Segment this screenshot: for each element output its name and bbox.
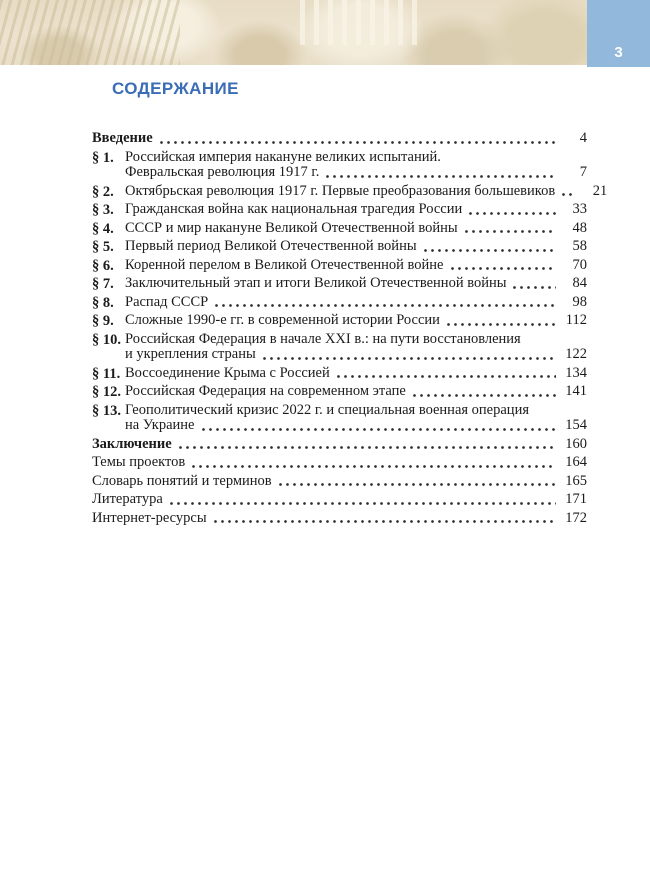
toc-entry-lines [125, 258, 587, 274]
toc-entry-label: § 9. [92, 313, 114, 329]
toc-entry-page: 171 [565, 491, 587, 507]
toc-entry-page: 134 [565, 364, 587, 381]
toc-entry [92, 131, 587, 147]
toc-entry-label: § 7. [92, 276, 114, 292]
toc-entry-page: 48 [572, 219, 587, 236]
toc-entry-title: Первый период Великой Отечественной войны [125, 238, 417, 254]
toc-entry-line [125, 165, 587, 181]
toc-entry-label: § 12. [92, 384, 121, 400]
toc-entry-label: § 10. [92, 331, 121, 348]
toc-entry [92, 474, 587, 490]
dot-leader [170, 502, 556, 505]
toc-entry-label: § 8. [92, 294, 114, 311]
toc-entry-page: 112 [565, 312, 587, 328]
toc-entry-lines [125, 182, 608, 200]
toc-entry-lines [125, 202, 587, 218]
toc-entry [92, 511, 587, 527]
toc-entry-label: § 3. [92, 202, 114, 218]
toc-entry-title: СССР и мир накануне Великой Отечественной войны [125, 219, 458, 236]
toc-entry-title: Словарь понятий и терминов [92, 472, 272, 489]
page-number: 3 [614, 44, 623, 61]
toc-entry [92, 455, 587, 471]
toc-entry [92, 150, 587, 181]
toc-entry-line [92, 455, 587, 471]
toc-entry-title: Введение [92, 130, 153, 146]
toc-entry-line [125, 202, 587, 218]
toc-entry [92, 437, 587, 453]
dot-leader [192, 465, 556, 468]
toc-entry-line [125, 418, 587, 434]
toc-entry-title: Заключение [92, 435, 172, 452]
toc-entry-page: 21 [592, 182, 608, 199]
toc-entry [92, 384, 587, 400]
header-photo-band [0, 0, 650, 65]
dot-leader [326, 175, 556, 178]
toc-entry-title: Сложные 1990-е гг. в современной истории России [125, 312, 440, 328]
toc-entry-title: Геополитический кризис 2022 г. и специальная военная операция [125, 401, 529, 418]
dot-leader [424, 249, 556, 252]
toc-entry-title: и укрепления страны [125, 346, 256, 362]
toc-entry [92, 332, 587, 363]
toc-entry-line [125, 347, 587, 363]
dot-leader [562, 193, 576, 196]
toc-entry [92, 182, 608, 200]
toc-entry-title: Коренной перелом в Великой Отечественной войне [125, 256, 444, 273]
toc-entry-label: § 4. [92, 220, 114, 237]
toc-entry-lines [92, 455, 587, 471]
toc-entry-lines [125, 366, 587, 382]
toc-entry-label: § 13. [92, 402, 121, 419]
toc-entry-page: 141 [565, 383, 587, 399]
dot-leader [413, 394, 556, 397]
toc-entry-title: Российская империя накануне великих испытаний. [125, 148, 441, 165]
toc-entry-title: Литература [92, 491, 163, 507]
toc-entry [92, 403, 587, 434]
toc-entry-line [125, 384, 587, 400]
toc-entry-lines [125, 403, 587, 434]
toc-entry-page: 172 [565, 509, 587, 526]
toc-entry-lines [92, 474, 587, 490]
toc-entry-lines [125, 150, 587, 181]
toc-entry-lines [125, 313, 587, 329]
toc-entry-page: 33 [572, 201, 587, 217]
toc-entry [92, 492, 587, 508]
toc-entry-lines [92, 511, 587, 527]
toc-entry-page: 58 [572, 238, 587, 254]
toc-entry-title: Российская Федерация в начале XXI в.: на пути восстановления [125, 330, 521, 347]
toc-entry-line [125, 295, 587, 311]
toc-entry-title: Гражданская война как национальная трагедия России [125, 201, 463, 217]
toc-entry [92, 276, 587, 292]
toc-entry-page: 7 [579, 164, 587, 180]
dot-leader [214, 520, 556, 523]
dot-leader [215, 304, 556, 307]
toc-entry [92, 202, 587, 218]
toc-entry-lines [125, 239, 587, 255]
toc-entry-line [125, 221, 587, 237]
toc-entry [92, 258, 587, 274]
toc-entry-label: § 2. [92, 183, 114, 200]
dot-leader [202, 428, 557, 431]
toc-entry-line [125, 258, 587, 274]
toc-entry-page: 160 [565, 435, 587, 452]
toc-entry-title: Темы проектов [92, 454, 186, 470]
toc-entry-label: § 11. [92, 365, 121, 382]
toc-entry-label: § 6. [92, 257, 114, 274]
toc-entry-lines [92, 131, 587, 147]
toc-entry-title: Интернет-ресурсы [92, 509, 207, 526]
toc-entry-page: 4 [579, 130, 587, 146]
toc-entry-line [92, 474, 587, 490]
toc-entry-title: Февральская революция 1917 г. [125, 164, 320, 180]
dot-leader [513, 286, 556, 289]
toc-entry-lines [92, 492, 587, 508]
toc-entry-page: 154 [565, 417, 587, 433]
toc-entry-page: 122 [565, 346, 587, 362]
dot-leader [465, 230, 556, 233]
toc-entry-line [125, 239, 587, 255]
toc-entry-lines [125, 295, 587, 311]
toc-entry-title: Воссоединение Крыма с Россией [125, 364, 330, 381]
toc-entry-lines [92, 437, 587, 453]
toc-entry-line [92, 131, 587, 147]
toc-entry-page: 164 [565, 454, 587, 470]
toc-entry-page: 84 [572, 275, 587, 291]
toc-entry-title: Октябрьская революция 1917 г. Первые преобразования большевиков [125, 182, 556, 199]
toc-entry-line [125, 182, 608, 200]
toc-entry-lines [125, 384, 587, 400]
dot-leader [447, 323, 556, 326]
toc-entry-line [125, 276, 587, 292]
toc-entry-page: 98 [572, 293, 587, 310]
toc-entry-title: Российская Федерация на современном этапе [125, 383, 406, 399]
toc-entry-title: Заключительный этап и итоги Великой Отечественной войны [125, 275, 507, 291]
toc-entry-title: Распад СССР [125, 293, 209, 310]
dot-leader [451, 267, 557, 270]
toc-entry-page: 70 [572, 256, 587, 273]
toc-entry-lines [125, 332, 587, 363]
toc-entry-line [125, 313, 587, 329]
toc-entry [92, 366, 587, 382]
dot-leader [179, 446, 556, 449]
toc-entry-label: § 5. [92, 239, 114, 255]
toc-entry-line [92, 511, 587, 527]
toc-list [92, 130, 608, 529]
contents-heading: СОДЕРЖАНИЕ [112, 79, 239, 98]
dot-leader [160, 141, 556, 144]
toc-entry-line [92, 437, 587, 453]
toc-entry [92, 313, 587, 329]
dot-leader [337, 375, 556, 378]
toc-entry-title: на Украине [125, 417, 195, 433]
toc-entry-line [92, 492, 587, 508]
toc-entry [92, 295, 587, 311]
page-number-box [587, 0, 650, 67]
toc-entry-lines [125, 276, 587, 292]
dot-leader [263, 357, 556, 360]
dot-leader [469, 212, 556, 215]
toc-entry-lines [125, 221, 587, 237]
toc-entry [92, 221, 587, 237]
toc-entry-line [125, 366, 587, 382]
toc-entry-page: 165 [565, 472, 587, 489]
dot-leader [279, 483, 556, 486]
toc-entry-label: § 1. [92, 149, 114, 166]
toc-entry [92, 239, 587, 255]
